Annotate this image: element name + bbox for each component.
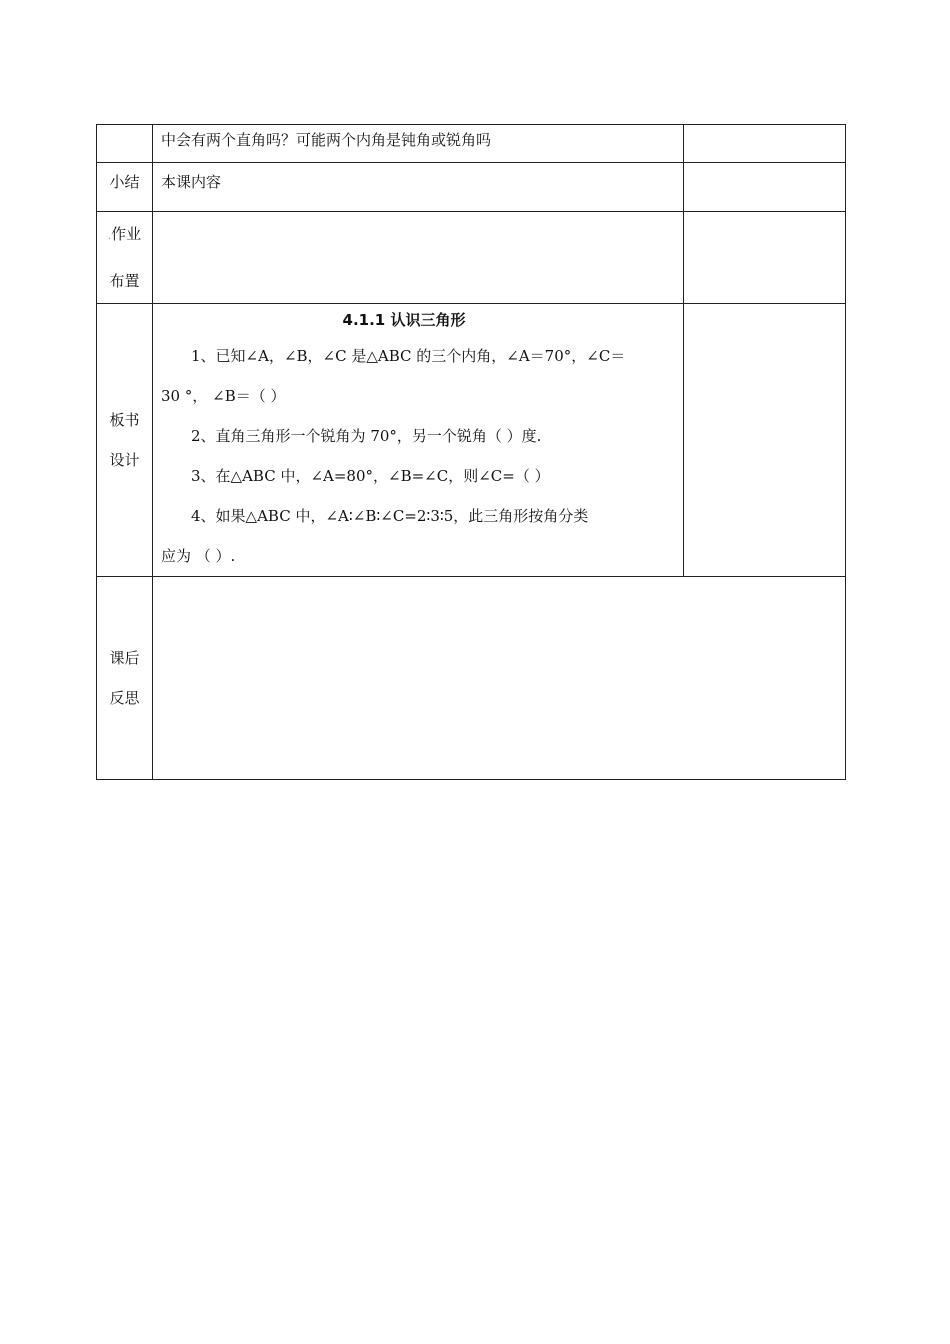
note-cell (684, 163, 846, 212)
board-design-label (97, 304, 153, 577)
question-4-line1: 4、如果△ABC 中，∠A∶∠B∶∠C=2∶3∶5，此三角形按角分类 (191, 507, 589, 525)
reflection-content (153, 577, 846, 780)
reflection-label-line2: 反思 (109, 689, 140, 707)
table-row (97, 163, 846, 212)
question-1-line2: 30 °， ∠B＝（ ） (161, 387, 286, 405)
note-cell (684, 212, 846, 304)
lesson-plan-table (96, 124, 846, 780)
board-design-label-line1: 板书 (109, 411, 140, 429)
board-design-label-line2: 设计 (109, 451, 140, 469)
board-design-content (153, 304, 684, 577)
summary-content: 本课内容 (153, 163, 684, 212)
note-cell (684, 304, 846, 577)
question-continuation: 中会有两个直角吗？可能两个内角是钝角或锐角吗 (153, 125, 684, 163)
table-row (97, 125, 846, 163)
question-3: 3、在△ABC 中，∠A=80°，∠B=∠C，则∠C=（ ） (191, 467, 550, 485)
table-row (97, 212, 846, 304)
homework-label-line2: 布置 (109, 272, 140, 290)
label-cell-empty (97, 125, 153, 163)
question-1-line1: 1、已知∠A，∠B，∠C 是△ABC 的三个内角，∠A＝70°，∠C＝ (191, 347, 626, 365)
board-title: 4.1.1 认识三角形 (342, 311, 466, 329)
homework-content (153, 212, 684, 304)
reflection-label (97, 577, 153, 780)
homework-label (97, 212, 153, 304)
note-cell (684, 125, 846, 163)
table-row (97, 577, 846, 780)
table-row (97, 304, 846, 577)
mark-dot: . (107, 231, 112, 242)
question-4-line2: 应为 （ ）. (161, 547, 236, 565)
reflection-label-line1: 课后 (109, 649, 140, 667)
homework-label-line1: 作业 (111, 225, 142, 243)
summary-label: 小结 (97, 163, 153, 212)
question-2: 2、直角三角形一个锐角为 70°，另一个锐角（ ）度. (191, 427, 542, 445)
